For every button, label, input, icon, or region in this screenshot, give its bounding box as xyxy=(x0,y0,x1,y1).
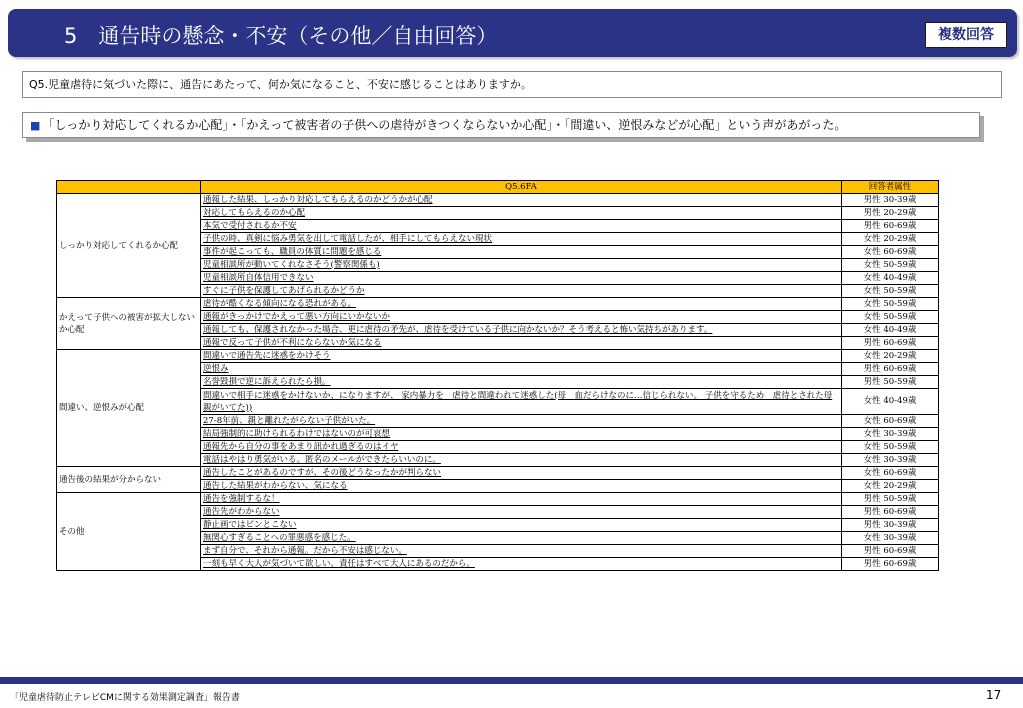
attribute-cell: 女性 30-39歳 xyxy=(842,532,939,545)
table-row xyxy=(57,194,939,207)
attribute-cell: 女性 50-59歳 xyxy=(842,285,939,298)
table-header-row xyxy=(57,181,939,194)
attribute-cell: 女性 20-29歳 xyxy=(842,233,939,246)
answer-cell: 静止画ではピンとこない xyxy=(201,519,842,532)
table-row xyxy=(57,493,939,506)
answer-cell: 電話はやはり勇気がいる。匿名のメールができたらいいのに。 xyxy=(201,454,842,467)
category-cell: 間違い、逆恨みが心配 xyxy=(57,350,201,467)
answer-cell: 逆恨み xyxy=(201,363,842,376)
multiple-answer-badge: 複数回答 xyxy=(925,22,1007,48)
header-bar xyxy=(8,9,1017,57)
category-cell: しっかり対応してくれるか心配 xyxy=(57,194,201,298)
table-header-answer: Q5.6FA xyxy=(201,181,842,194)
table-header-category xyxy=(57,181,201,194)
table-header-attribute: 回答者属性 xyxy=(842,181,939,194)
free-answer-table xyxy=(56,180,939,571)
attribute-cell: 男性 30-39歳 xyxy=(842,194,939,207)
attribute-cell: 男性 60-69歳 xyxy=(842,337,939,350)
answer-cell: 通告を強制するな！ xyxy=(201,493,842,506)
attribute-cell: 女性 60-69歳 xyxy=(842,246,939,259)
attribute-cell: 男性 50-59歳 xyxy=(842,493,939,506)
summary-box xyxy=(22,112,980,138)
question-box: Q5.児童虐待に気づいた際に、通告にあたって、何か気になること、不安に感じることはありますか。 xyxy=(22,71,1002,98)
page-title: 5 通告時の懸念・不安（その他／自由回答） xyxy=(64,24,498,48)
attribute-cell: 女性 20-29歳 xyxy=(842,480,939,493)
attribute-cell: 女性 20-29歳 xyxy=(842,350,939,363)
page-number: 17 xyxy=(986,688,1002,702)
answer-cell: 27-8年前、親と離れたがらない子供がいた。 xyxy=(201,415,842,428)
answer-cell: 通報先から自分の事をあまり訊かれ過ぎるのはイヤ xyxy=(201,441,842,454)
attribute-cell: 女性 50-59歳 xyxy=(842,441,939,454)
answer-cell: 通報がきっかけでかえって悪い方向にいかないか xyxy=(201,311,842,324)
attribute-cell: 男性 50-59歳 xyxy=(842,376,939,389)
attribute-cell: 男性 60-69歳 xyxy=(842,506,939,519)
answer-cell: 無関心すぎることへの罪悪感を感じた。 xyxy=(201,532,842,545)
attribute-cell: 女性 40-49歳 xyxy=(842,389,939,415)
answer-cell: 通報した結果、しっかり対応してもらえるのかどうかが心配 xyxy=(201,194,842,207)
answer-cell: 一刻も早く大人が気づいて欲しい。責任はすべて大人にあるのだから。 xyxy=(201,558,842,571)
answer-cell: 事件が起こっても、職員の体質に問題を感じる xyxy=(201,246,842,259)
answer-cell: 児童相談所が動いてくれなさそう(警察関係も) xyxy=(201,259,842,272)
answer-cell: 虐待が酷くなる傾向になる恐れがある。 xyxy=(201,298,842,311)
answer-cell: 通報で反って子供が不利にならないか気になる xyxy=(201,337,842,350)
attribute-cell: 女性 30-39歳 xyxy=(842,428,939,441)
answer-cell: 結局強制的に助けられるわけではないのが可哀想 xyxy=(201,428,842,441)
attribute-cell: 男性 60-69歳 xyxy=(842,363,939,376)
answer-cell: 名誉毀損で逆に訴えられたら損。 xyxy=(201,376,842,389)
attribute-cell: 女性 50-59歳 xyxy=(842,259,939,272)
footer-bar xyxy=(0,677,1023,684)
answer-cell: 対応してもらえるのか心配 xyxy=(201,207,842,220)
attribute-cell: 男性 60-69歳 xyxy=(842,545,939,558)
attribute-cell: 女性 30-39歳 xyxy=(842,454,939,467)
attribute-cell: 女性 40-49歳 xyxy=(842,324,939,337)
answer-cell: 通告先がわからない xyxy=(201,506,842,519)
answer-cell: 本気で受付されるか不安 xyxy=(201,220,842,233)
answer-cell: 児童相談所自体信用できない xyxy=(201,272,842,285)
square-bullet-icon: ■ xyxy=(30,119,41,132)
attribute-cell: 女性 60-69歳 xyxy=(842,415,939,428)
attribute-cell: 女性 60-69歳 xyxy=(842,467,939,480)
answer-cell: 間違いで通告先に迷惑をかけそう xyxy=(201,350,842,363)
attribute-cell: 女性 50-59歳 xyxy=(842,298,939,311)
summary-text: 「しっかり対応してくれるか心配」・「かえって被害者の子供への虐待がきつくならないか心配」・「間違い、逆恨みなどが心配」という声があがった。 xyxy=(42,118,847,132)
table-row xyxy=(57,467,939,480)
category-cell: 通告後の結果が分からない xyxy=(57,467,201,493)
answer-cell: 通告した結果がわからない、気になる xyxy=(201,480,842,493)
answer-cell: 通告したことがあるのですが、その後どうなったかが判らない xyxy=(201,467,842,480)
table-row xyxy=(57,350,939,363)
table-row xyxy=(57,298,939,311)
attribute-cell: 男性 20-29歳 xyxy=(842,207,939,220)
attribute-cell: 男性 60-69歳 xyxy=(842,558,939,571)
attribute-cell: 男性 30-39歳 xyxy=(842,519,939,532)
answer-cell: まず自分で、それから通報。だから不安は感じない。 xyxy=(201,545,842,558)
category-cell: かえって子供への被害が拡大しないか心配 xyxy=(57,298,201,350)
attribute-cell: 女性 40-49歳 xyxy=(842,272,939,285)
category-cell: その他 xyxy=(57,493,201,571)
answer-cell: 通報しても、保護されなかった場合、更に虐待の矛先が、虐待を受けている子供に向かないか？そう考えると怖い気持ちがあります。 xyxy=(201,324,842,337)
answer-cell: 子供の時、真剣に悩み勇気を出して電話したが、相手にしてもらえない現状 xyxy=(201,233,842,246)
attribute-cell: 男性 60-69歳 xyxy=(842,220,939,233)
footer-report-title: 「児童虐待防止テレビCMに関する効果測定調査」報告書 xyxy=(10,693,240,703)
attribute-cell: 女性 50-59歳 xyxy=(842,311,939,324)
answer-cell: すぐに子供を保護してあげられるかどうか xyxy=(201,285,842,298)
answer-cell: 間違いで相手に迷惑をかけないか、になりますが、 家内暴力を 虐待と間違われて迷惑した(母 血だらけなのに…信じられない。 子供を守るため 虐待とされた母親がいてた)) xyxy=(201,389,842,415)
